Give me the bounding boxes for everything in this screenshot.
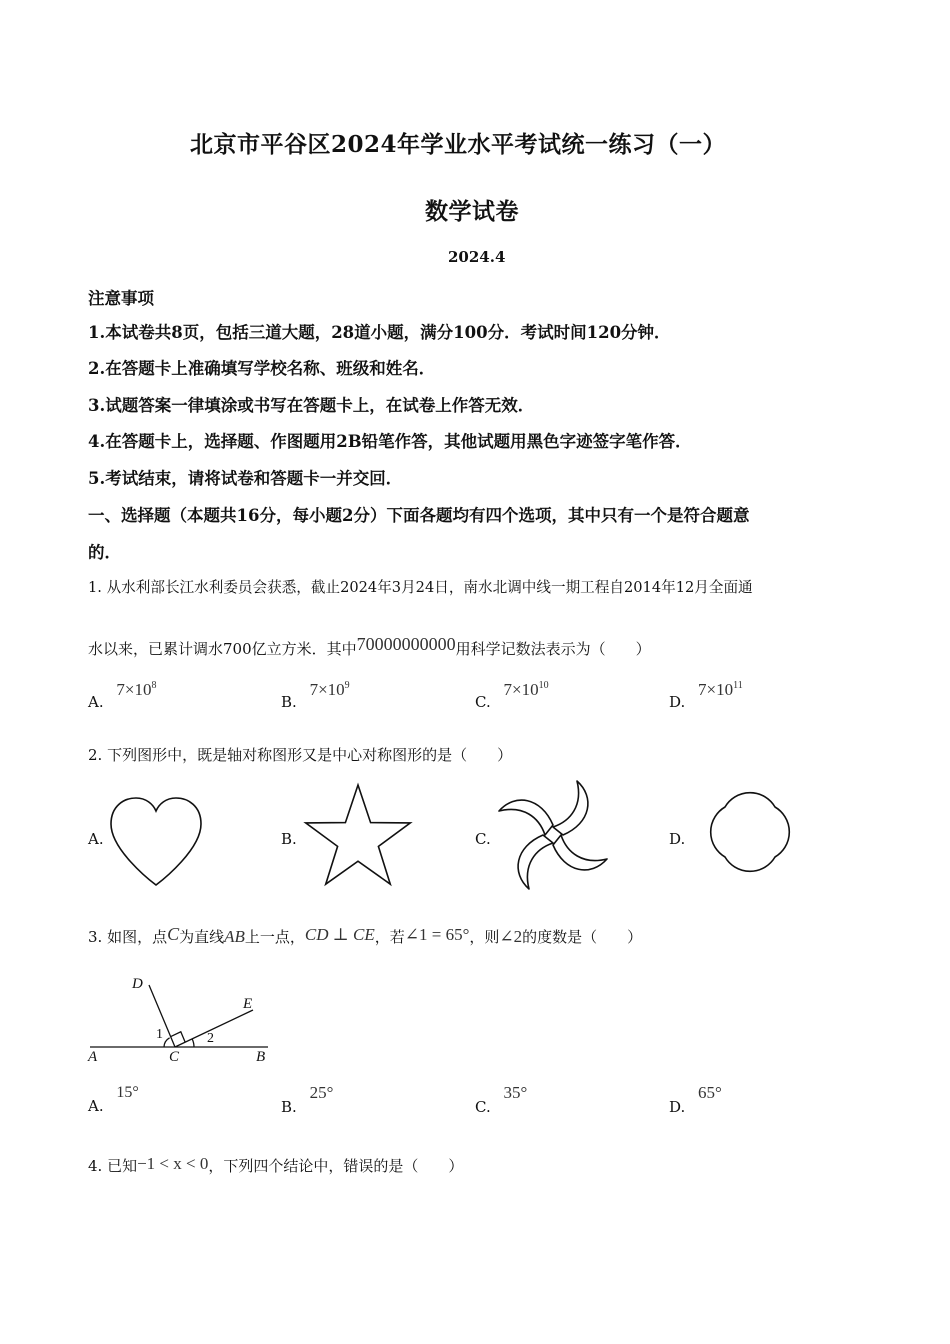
notice-item-3: 3.试题答案一律填涂或书写在答题卡上，在试卷上作答无效． — [88, 396, 535, 415]
label-1: 1 — [156, 1027, 163, 1042]
q2-option-d-label[interactable]: D. — [669, 830, 686, 848]
q4-condition: −1 < x < 0 — [137, 1154, 209, 1173]
clover-shape-icon[interactable] — [692, 774, 808, 890]
segment-ce — [175, 1010, 253, 1047]
option-value: 25° — [309, 1083, 334, 1102]
option-letter: A. — [88, 693, 104, 711]
option-value: 35° — [503, 1083, 528, 1102]
notice-item-2: 2.在答题卡上准确填写学校名称、班级和姓名． — [88, 359, 436, 378]
option-letter: C. — [475, 693, 491, 711]
heart-shape-icon[interactable] — [106, 794, 206, 890]
q2-option-a-label[interactable]: A. — [88, 830, 104, 848]
label-a: A — [88, 1049, 98, 1065]
q3-stem — [88, 926, 642, 947]
star-shape-icon[interactable] — [302, 782, 414, 890]
q3-text: 上一点， — [244, 928, 305, 946]
section1-heading-cont: 的． — [88, 543, 121, 562]
label-2: 2 — [207, 1031, 214, 1046]
label-c: C — [169, 1049, 180, 1065]
q3-perp: CD ⊥ CE — [304, 925, 375, 944]
section1-heading: 一、选择题（本题共16分，每小题2分）下面各题均有四个选项，其中只有一个是符合题意 — [88, 506, 750, 525]
q2-stem: 2. 下列图形中，既是轴对称图形又是中心对称图形的是（ ） — [88, 746, 513, 764]
q3-point-c: C — [167, 924, 180, 944]
notice-item-5: 5.考试结束，请将试卷和答题卡一并交回． — [88, 469, 403, 488]
q4-text: ，下列四个结论中，错误的是（ ） — [208, 1157, 464, 1175]
q4-stem — [88, 1155, 463, 1176]
option-letter: C. — [475, 1098, 491, 1116]
q1-option-b[interactable] — [281, 680, 350, 712]
q3-option-c[interactable] — [475, 1083, 528, 1117]
angle-2-arc — [192, 1039, 194, 1047]
q1-stem-tail: 用科学记数法表示为（ ） — [455, 640, 651, 658]
option-letter: A. — [88, 1097, 104, 1115]
angle-1-arc — [164, 1038, 170, 1047]
q3-text: ，则 — [469, 928, 500, 946]
q3-text: 的度数是（ ） — [522, 928, 643, 946]
pinwheel-shape-icon[interactable] — [496, 778, 610, 892]
q1-option-a[interactable] — [88, 680, 157, 712]
label-d: D — [132, 976, 143, 992]
label-e: E — [243, 996, 253, 1012]
option-letter: B. — [281, 1098, 297, 1116]
option-letter: B. — [281, 693, 297, 711]
option-value: $7\times 10^8$ — [116, 680, 157, 699]
q3-geometry-figure — [86, 968, 276, 1068]
q1-stem-line1: 1. 从水利部长江水利委员会获悉，截止2024年3月24日，南水北调中线一期工程自2014年12月全面通 — [88, 579, 753, 596]
q3-option-b[interactable] — [281, 1083, 334, 1117]
q3-option-d[interactable] — [669, 1083, 722, 1117]
option-value: $7\times 10^9$ — [309, 680, 350, 699]
q1-number: 70000000000 — [356, 634, 456, 654]
notice-heading: 注意事项 — [88, 289, 154, 308]
exam-date: 2024.4 — [448, 248, 506, 266]
q3-option-a[interactable] — [88, 1084, 139, 1116]
option-value: 15° — [116, 1084, 139, 1101]
option-value: 65° — [698, 1083, 722, 1102]
q1-stem-line2 — [88, 634, 651, 659]
q1-stem-text: 水以来，已累计调水700亿立方米．其中 — [88, 640, 357, 658]
option-letter: D. — [669, 693, 686, 711]
q3-text: 为直线 — [179, 928, 225, 946]
label-b: B — [256, 1049, 266, 1065]
notice-item-1: 1.本试卷共8页，包括三道大题，28道小题，满分100分．考试时间120分钟． — [88, 323, 671, 342]
option-letter: D. — [669, 1098, 686, 1116]
exam-subtitle: 数学试卷 — [425, 198, 519, 225]
q4-text: 4. 已知 — [88, 1157, 138, 1175]
q2-option-c-label[interactable]: C. — [475, 830, 491, 848]
option-value: $7\times 10^{11}$ — [698, 680, 743, 699]
q2-option-b-label[interactable]: B. — [281, 830, 297, 848]
q1-option-c[interactable] — [475, 680, 549, 712]
q3-angle2: ∠2 — [499, 927, 523, 946]
exam-title: 北京市平谷区2024年学业水平考试统一练习（一） — [190, 131, 727, 158]
q3-text: ，若 — [374, 928, 405, 946]
q3-text: 3. 如图，点 — [88, 928, 168, 946]
notice-item-4: 4.在答题卡上，选择题、作图题用2B铅笔作答，其他试题用黑色字迹签字笔作答． — [88, 432, 692, 451]
q3-line-ab: AB — [224, 927, 245, 946]
q3-angle1: ∠1 = 65° — [404, 925, 470, 944]
q1-option-d[interactable] — [669, 680, 743, 712]
option-value: $7\times 10^{10}$ — [503, 680, 549, 699]
